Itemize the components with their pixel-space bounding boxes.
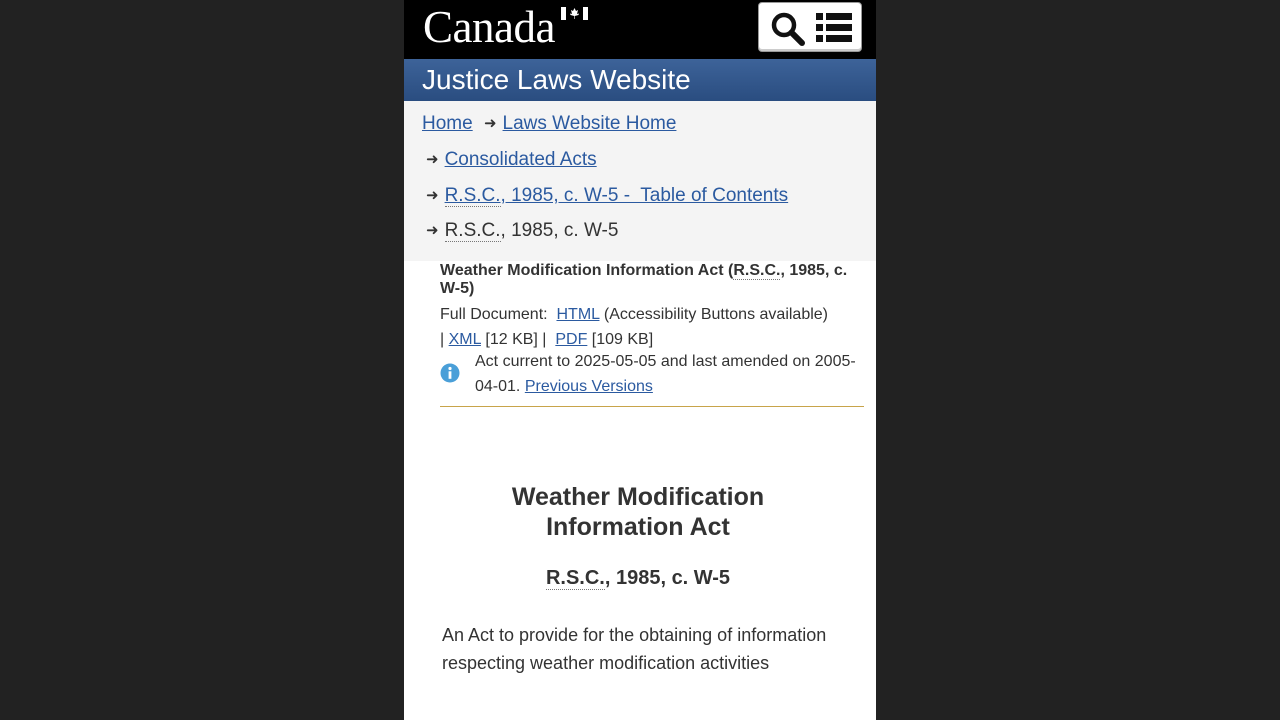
html-note: (Accessibility Buttons available): [603, 306, 828, 323]
breadcrumb-row-home: [422, 112, 676, 136]
search-menu-button[interactable]: [758, 2, 862, 52]
site-title-band: [404, 59, 876, 101]
rsc-abbreviation: R.S.C.: [733, 262, 781, 279]
info-icon: [440, 363, 460, 383]
document-title-text: Weather Modification Information Act (: [440, 262, 734, 279]
long-title: An Act to provide for the obtaining of information respecting weather modification activities: [442, 625, 827, 673]
divider: [440, 406, 864, 407]
currency-statement: Act current to 2025-05-05 and last amended on 2005-04-01.: [475, 353, 856, 395]
breadcrumb-row-toc: [426, 184, 788, 208]
rsc-abbreviation: R.S.C.: [545, 567, 605, 589]
document-title-citation: , 1985, c. W-5): [440, 262, 848, 297]
xml-link[interactable]: XML: [448, 331, 481, 348]
act-citation: [404, 565, 872, 591]
document-header: [440, 262, 868, 352]
government-header: [404, 0, 876, 59]
canada-wordmark: Canada: [423, 2, 555, 52]
breadcrumb-toc-link[interactable]: [445, 185, 789, 207]
rsc-abbreviation: R.S.C.: [444, 185, 501, 206]
arrow-right-icon: ➜: [426, 222, 439, 239]
breadcrumb-row-current: [426, 219, 618, 243]
arrow-right-icon: ➜: [426, 187, 439, 204]
toc-link-text: , 1985, c. W-5 - Table of Contents: [500, 185, 789, 206]
separator: |: [440, 331, 445, 348]
xml-size: [12 KB] |: [485, 331, 547, 348]
arrow-right-icon: ➜: [426, 151, 439, 168]
rsc-abbreviation: R.S.C.: [444, 220, 501, 241]
list-icon: [816, 13, 852, 43]
act-title: [404, 482, 872, 542]
breadcrumb-laws-home-link[interactable]: Laws Website Home: [502, 113, 677, 134]
currency-notice: [440, 349, 868, 407]
search-icon: [770, 11, 806, 47]
notice-text: [475, 349, 867, 399]
breadcrumb-home-link[interactable]: Home: [422, 113, 473, 134]
pdf-link[interactable]: PDF: [555, 331, 588, 348]
breadcrumb-current: , 1985, c. W-5: [500, 220, 619, 241]
breadcrumb: [404, 101, 876, 261]
breadcrumb-row-consolidated: [426, 148, 597, 172]
flag-icon: [561, 7, 588, 20]
full-document-label: Full Document:: [440, 306, 548, 323]
breadcrumb-consolidated-acts-link[interactable]: Consolidated Acts: [444, 149, 597, 170]
html-link[interactable]: HTML: [556, 306, 600, 323]
full-document-links: [440, 302, 868, 352]
arrow-right-icon: ➜: [483, 115, 497, 132]
site-title[interactable]: Justice Laws Website: [422, 64, 691, 95]
previous-versions-link[interactable]: Previous Versions: [524, 378, 653, 395]
act-title-line-1: Weather Modification: [511, 483, 765, 511]
act-citation-text: , 1985, c. W-5: [604, 567, 731, 589]
act-title-line-2: Information Act: [546, 513, 730, 541]
mobile-viewport: [404, 0, 876, 720]
document-title: [440, 262, 868, 298]
pdf-size: [109 KB]: [591, 331, 654, 348]
